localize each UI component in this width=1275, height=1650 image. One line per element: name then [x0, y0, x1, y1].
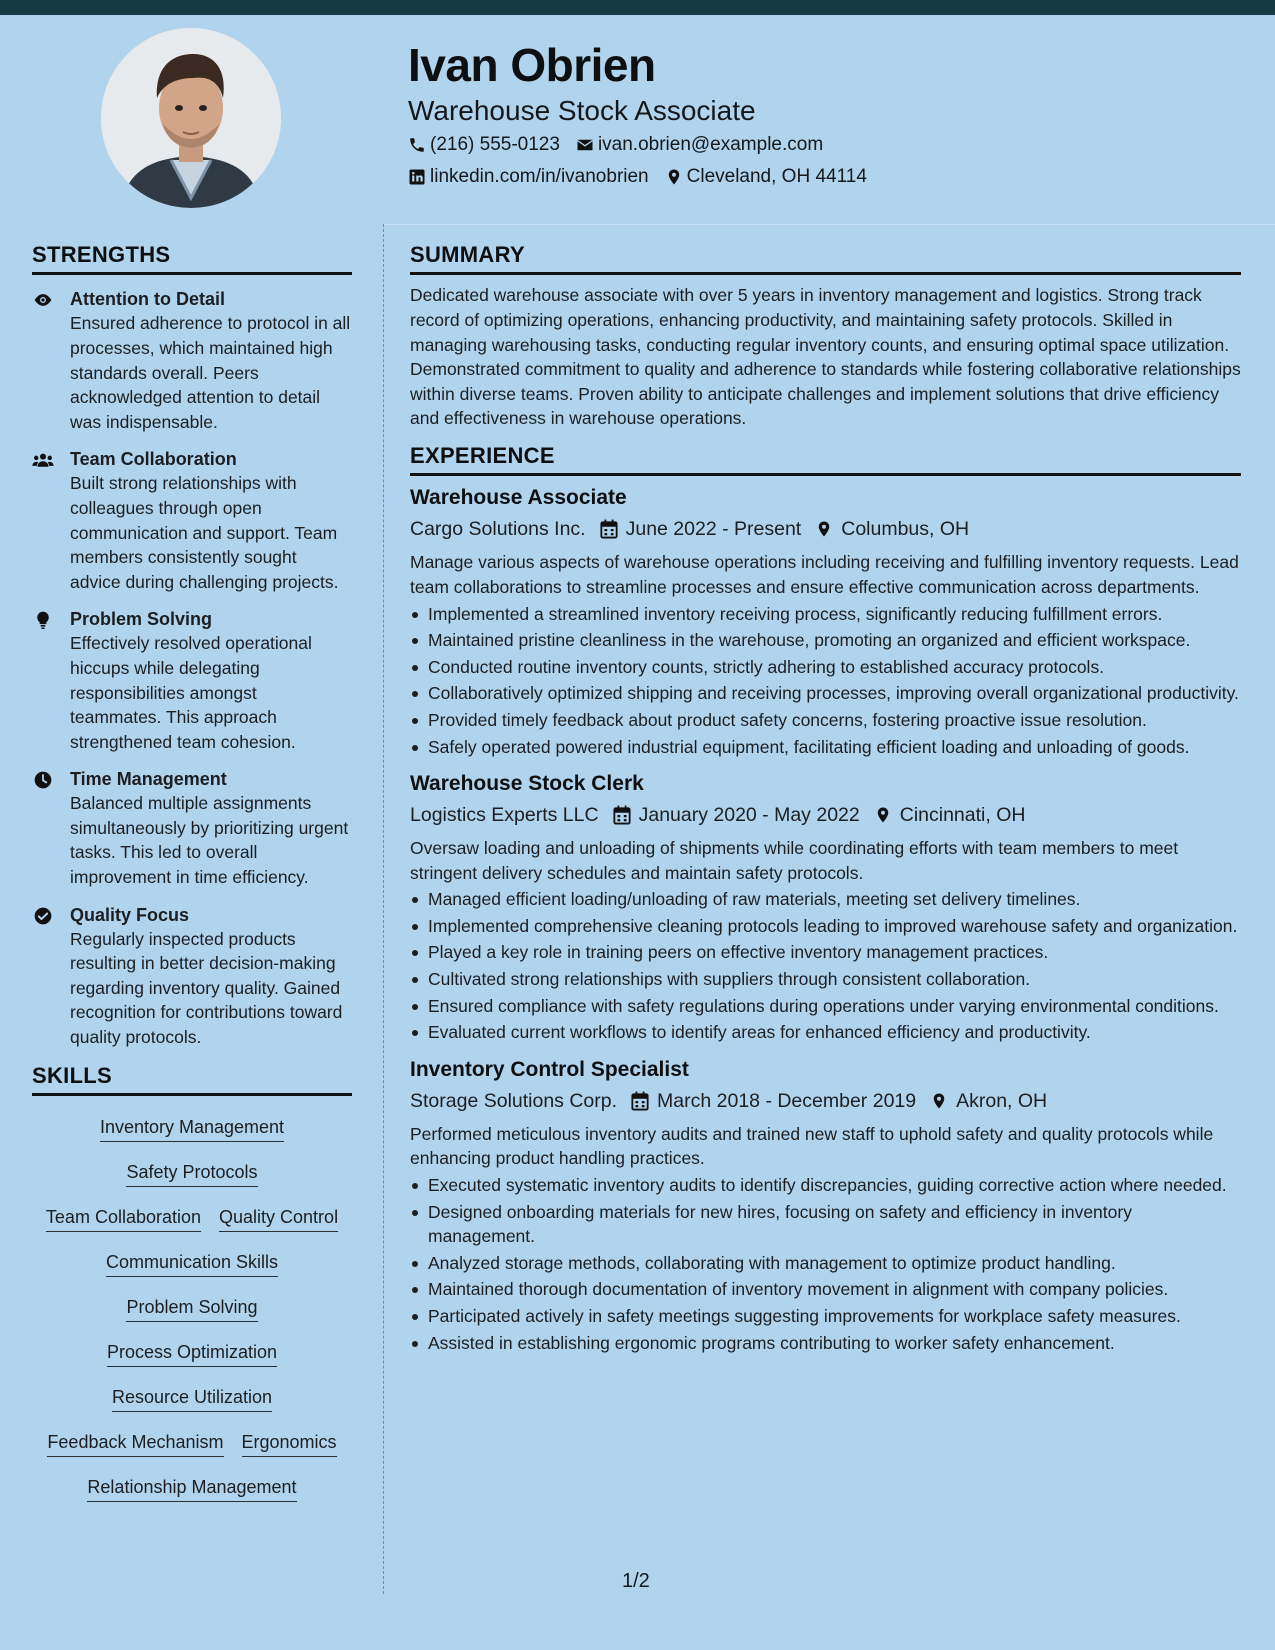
strength-desc: Effectively resolved operational hiccups while delegating responsibilities amongst teammates. This approach strengthened team cohesion.	[70, 633, 312, 752]
header-divider	[383, 224, 1275, 225]
skill-tag: Problem Solving	[126, 1296, 257, 1322]
strength-item	[32, 447, 352, 594]
skill-row	[32, 1374, 352, 1419]
strength-item	[32, 903, 352, 1050]
job-dates: June 2022 - Present	[625, 518, 802, 541]
skill-tag: Resource Utilization	[112, 1386, 272, 1412]
email-item[interactable]	[576, 134, 823, 156]
page-number: 1/2	[622, 1570, 650, 1592]
job-meta	[410, 514, 1241, 544]
job-entry	[410, 1056, 1241, 1355]
location-pin-icon	[665, 168, 683, 186]
job-company: Cargo Solutions Inc.	[410, 518, 586, 541]
job-bullet: Provided timely feedback about product safety concerns, fostering proactive issue resolution.	[410, 708, 1241, 733]
job-bullet: Participated actively in safety meetings suggesting improvements for workplace safety measures.	[410, 1304, 1241, 1329]
lightbulb-icon	[32, 610, 54, 630]
location-pin-icon	[815, 519, 833, 539]
job-bullets	[410, 602, 1241, 760]
strength-item	[32, 287, 352, 434]
skill-row	[32, 1284, 352, 1329]
left-column	[32, 242, 352, 1509]
skills-list	[32, 1104, 352, 1509]
job-bullet: Managed efficient loading/unloading of raw materials, meeting set delivery timelines.	[410, 887, 1241, 912]
right-column	[410, 242, 1241, 1357]
job-bullet: Implemented comprehensive cleaning protocols leading to improved warehouse safety and organization.	[410, 914, 1241, 939]
contact-row-2	[408, 166, 883, 188]
job-entry	[410, 770, 1241, 1045]
phone-item	[408, 134, 560, 156]
contact-row-1	[408, 134, 839, 156]
location-pin-icon	[930, 1091, 948, 1111]
candidate-title: Warehouse Stock Associate	[408, 95, 756, 126]
job-bullet: Implemented a streamlined inventory receiving process, significantly reducing fulfillment errors.	[410, 602, 1241, 627]
job-bullet: Analyzed storage methods, collaborating with management to optimize product handling.	[410, 1251, 1241, 1276]
location-pin-icon	[874, 805, 892, 825]
location-item	[665, 166, 867, 188]
email-text[interactable]: ivan.obrien@example.com	[597, 134, 824, 155]
experience-heading: EXPERIENCE	[410, 443, 1241, 476]
strength-item	[32, 607, 352, 754]
job-location: Akron, OH	[956, 1089, 1048, 1112]
job-role: Warehouse Stock Clerk	[410, 772, 644, 796]
skill-row	[32, 1239, 352, 1284]
summary-heading: SUMMARY	[410, 242, 1241, 275]
job-role: Warehouse Associate	[410, 486, 627, 510]
linkedin-item[interactable]	[408, 166, 649, 188]
job-bullet: Evaluated current workflows to identify areas for enhanced efficiency and productivity.	[410, 1020, 1241, 1045]
skill-row	[32, 1194, 352, 1239]
location-text: Cleveland, OH 44114	[686, 166, 867, 187]
skill-tag: Relationship Management	[87, 1476, 296, 1502]
strength-title: Time Management	[70, 769, 227, 790]
job-company: Storage Solutions Corp.	[410, 1089, 618, 1112]
job-bullet: Designed onboarding materials for new hires, focusing on safety and efficiency in inventory management.	[410, 1200, 1241, 1249]
job-bullet: Cultivated strong relationships with suppliers through consistent collaboration.	[410, 967, 1241, 992]
phone-text: (216) 555-0123	[430, 134, 560, 155]
strength-title: Problem Solving	[70, 609, 213, 630]
job-bullet: Assisted in establishing ergonomic programs contributing to worker safety enhancement.	[410, 1331, 1241, 1356]
job-company: Logistics Experts LLC	[410, 804, 599, 827]
job-bullet: Executed systematic inventory audits to identify discrepancies, guiding corrective action where needed.	[410, 1173, 1241, 1198]
strengths-list	[32, 287, 352, 1049]
skill-row	[32, 1329, 352, 1374]
job-dates: January 2020 - May 2022	[638, 804, 860, 827]
job-bullet: Conducted routine inventory counts, strictly adhering to established accuracy protocols.	[410, 655, 1241, 680]
skill-row	[32, 1104, 352, 1149]
eye-icon	[32, 290, 54, 310]
strength-title: Attention to Detail	[70, 289, 225, 310]
column-divider	[383, 224, 384, 1594]
calendar-icon	[631, 1091, 649, 1111]
skill-row	[32, 1149, 352, 1194]
summary-text: Dedicated warehouse associate with over 5 years in inventory management and logistics. Strong track record of optimizing operations, enhancing productivity, and maintaining safety protocols. Skilled in managing warehousing tasks, conducting regular inventory counts, and ensuring optimal space utilization. Demonstrated commitment to quality and adherence to standards while fostering collaborative relationships within diverse teams. Proven ability to anticipate challenges and implement solutions that drive efficiency and effectiveness in warehouse operations.	[410, 285, 1241, 429]
skill-tag: Communication Skills	[106, 1251, 278, 1277]
skill-tag: Process Optimization	[107, 1341, 277, 1367]
job-bullet: Maintained pristine cleanliness in the warehouse, promoting an organized and efficient workspace.	[410, 628, 1241, 653]
skill-row	[32, 1419, 352, 1464]
skill-tag: Quality Control	[219, 1206, 338, 1232]
strength-item	[32, 767, 352, 889]
strength-title: Quality Focus	[70, 904, 190, 925]
strength-desc: Ensured adherence to protocol in all processes, which maintained high standards overall. Peers acknowledged attention to detail was indispensable.	[70, 313, 351, 432]
skill-tag: Team Collaboration	[46, 1206, 201, 1232]
job-bullets	[410, 887, 1241, 1045]
job-bullet: Ensured compliance with safety regulations during operations under varying environmental conditions.	[410, 994, 1241, 1019]
email-icon	[576, 136, 594, 154]
job-entry	[410, 484, 1241, 759]
skill-tag: Inventory Management	[100, 1116, 284, 1142]
job-bullets	[410, 1173, 1241, 1355]
job-role: Inventory Control Specialist	[410, 1057, 689, 1081]
clock-icon	[32, 770, 54, 790]
job-bullet: Maintained thorough documentation of inventory movement in alignment with company policies.	[410, 1277, 1241, 1302]
job-bullet: Collaboratively optimized shipping and receiving processes, improving overall organizational productivity.	[410, 681, 1241, 706]
calendar-icon	[613, 805, 631, 825]
avatar	[101, 28, 281, 208]
skill-tag: Ergonomics	[242, 1431, 337, 1457]
strength-desc: Regularly inspected products resulting in better decision-making regarding inventory quality. Gained recognition for contributions toward quality protocols.	[70, 928, 343, 1048]
users-icon	[32, 450, 54, 470]
job-description: Oversaw loading and unloading of shipments while coordinating efforts with team members to meet stringent delivery schedules and maintain safety protocols.	[410, 838, 1179, 883]
strength-desc: Built strong relationships with colleagues through open communication and support. Team members consistently sought advice during challenging projects.	[70, 473, 339, 592]
job-location: Cincinnati, OH	[899, 804, 1026, 827]
job-description: Performed meticulous inventory audits and trained new staff to uphold safety and quality protocols while enhancing product handling practices.	[410, 1123, 1214, 1169]
phone-icon	[408, 136, 426, 154]
strength-desc: Balanced multiple assignments simultaneously by prioritizing urgent tasks. This led to overall improvement in time efficiency.	[70, 793, 349, 888]
job-bullet: Played a key role in training peers on effective inventory management practices.	[410, 940, 1241, 965]
job-dates: March 2018 - December 2019	[657, 1089, 917, 1112]
skill-tag: Feedback Mechanism	[47, 1431, 223, 1457]
job-location: Columbus, OH	[841, 518, 970, 541]
job-meta	[410, 1086, 1241, 1116]
job-meta	[410, 800, 1241, 830]
job-bullet: Safely operated powered industrial equipment, facilitating efficient loading and unloading of goods.	[410, 735, 1241, 760]
linkedin-text[interactable]: linkedin.com/in/ivanobrien	[430, 166, 649, 187]
skills-heading: SKILLS	[32, 1063, 352, 1096]
candidate-name: Ivan Obrien	[408, 39, 656, 91]
calendar-icon	[600, 519, 618, 539]
skill-tag: Safety Protocols	[126, 1161, 257, 1187]
linkedin-icon	[408, 168, 426, 186]
strengths-heading: STRENGTHS	[32, 242, 352, 275]
check-circle-icon	[32, 906, 54, 926]
job-description: Manage various aspects of warehouse operations including receiving and fulfilling inventory requests. Lead team collaborations to streamline processes and ensure effective communication across departments.	[410, 552, 1239, 597]
profile-photo	[101, 28, 281, 208]
skill-row	[32, 1464, 352, 1509]
strength-title: Team Collaboration	[70, 449, 237, 470]
top-bar	[0, 0, 1275, 15]
